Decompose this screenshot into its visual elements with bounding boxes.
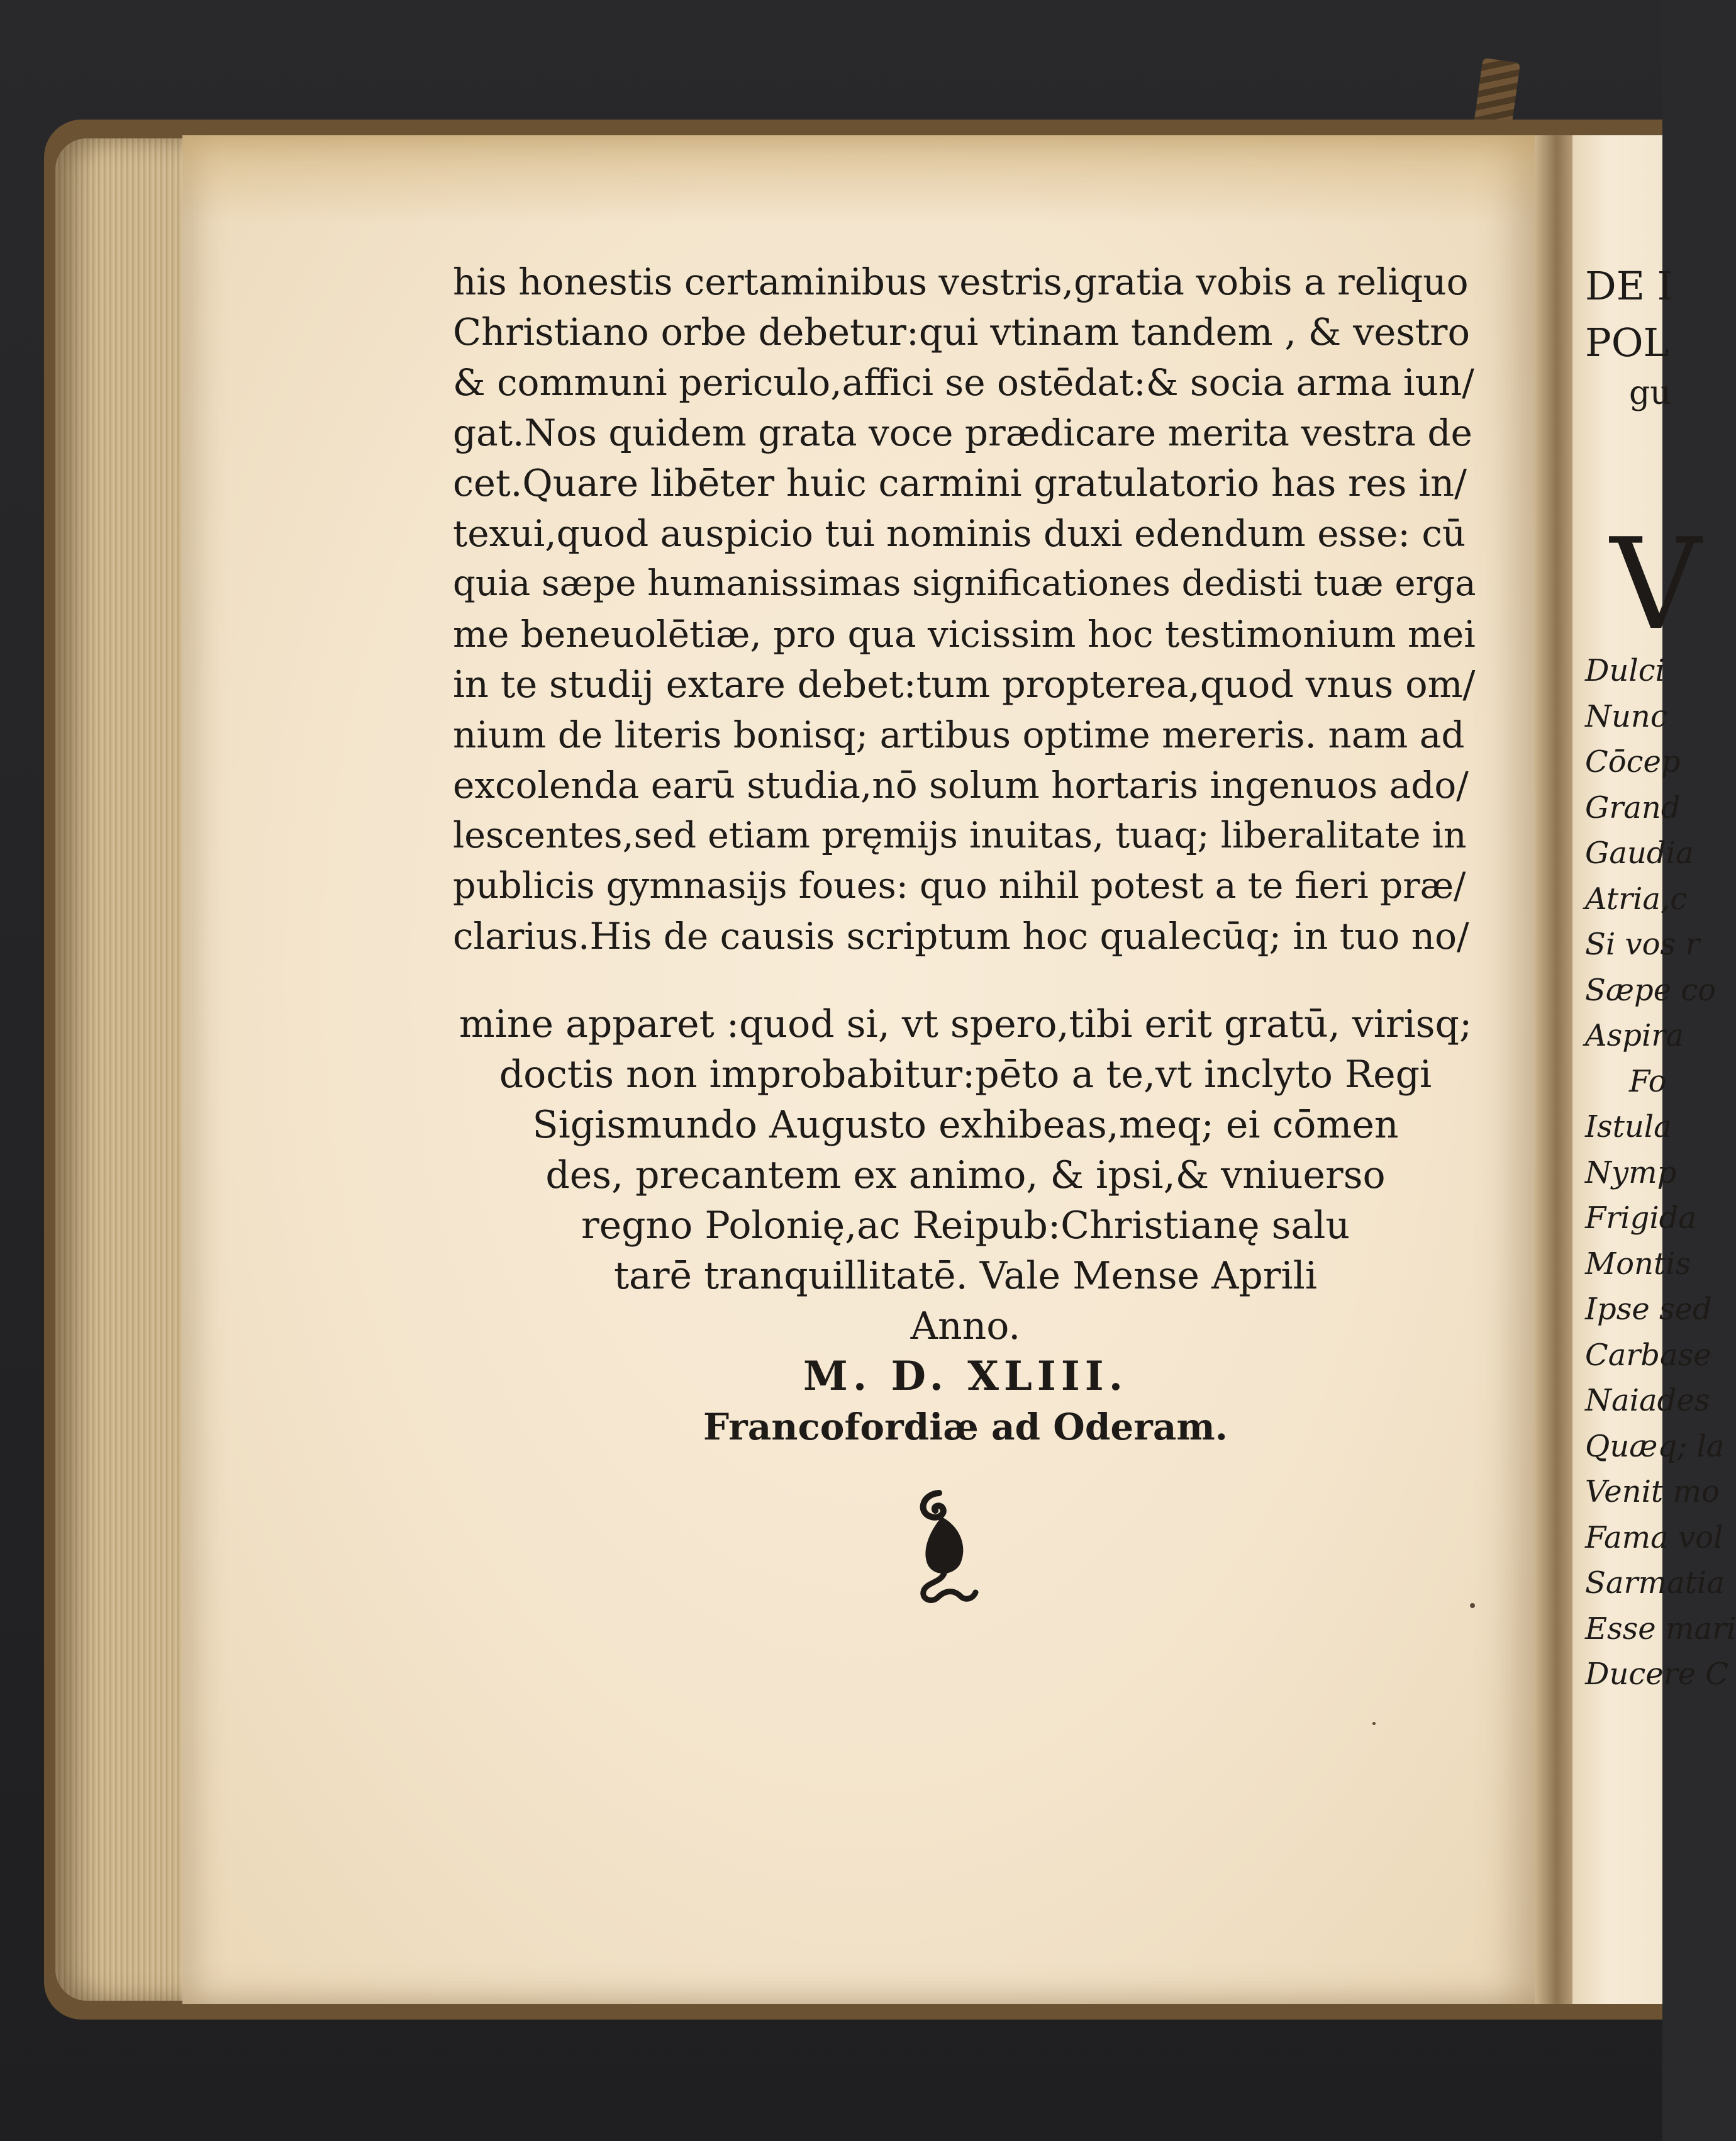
facing-verse-line: Istula bbox=[1585, 1109, 1672, 1144]
printer-ornament-icon bbox=[903, 1488, 984, 1607]
facing-verse-line: Quæq; la bbox=[1585, 1428, 1725, 1464]
facing-heading-line: DE I bbox=[1585, 263, 1673, 309]
facing-verse-line: Frigida bbox=[1585, 1200, 1697, 1236]
publication-year: M. D. XLIII. bbox=[803, 1353, 1128, 1400]
facing-initial-letter: V bbox=[1610, 511, 1701, 658]
facing-verse-line: Fama vol bbox=[1585, 1519, 1723, 1555]
facing-verse-line: Gaudia bbox=[1585, 836, 1694, 871]
text-line: Christiano orbe debetur:qui vtinam tandem , & vestro bbox=[453, 310, 1471, 354]
text-line: gat.Nos quidem grata voce prædicare merita vestra de bbox=[453, 411, 1472, 454]
facing-verse-line: Naiades bbox=[1585, 1383, 1710, 1418]
facing-verse-line: Carbase bbox=[1585, 1337, 1711, 1373]
text-line: & communi periculo,affici se ostēdat:& socia arma iun/ bbox=[453, 361, 1474, 404]
facing-subheading: gu bbox=[1629, 374, 1671, 412]
ink-speck bbox=[1372, 1722, 1376, 1725]
text-line: texui,quod auspicio tui nominis duxi edendum esse: cū bbox=[453, 512, 1466, 555]
facing-verse-line: Aspira bbox=[1585, 1018, 1684, 1053]
facing-verse-line: Atria,c bbox=[1585, 881, 1688, 917]
closing-lines bbox=[453, 999, 1478, 1351]
closing-line: tarē tranquillitatē. Vale Mense Aprili bbox=[613, 1254, 1318, 1298]
text-line: clarius.His de causis scriptum hoc qualecūq; in tuo no/ bbox=[453, 915, 1469, 958]
closing-line: Anno. bbox=[910, 1304, 1021, 1348]
facing-verse-line: Ipse sed bbox=[1585, 1292, 1712, 1327]
letter-body-text bbox=[453, 257, 1478, 961]
closing-line: mine apparet :quod si, vt spero,tibi erit gratū, virisq; bbox=[459, 1002, 1472, 1046]
ink-speck bbox=[1470, 1603, 1475, 1608]
facing-verse-line: Sæpe co bbox=[1585, 972, 1717, 1008]
facing-verse-line: Montis bbox=[1585, 1246, 1691, 1282]
facing-verse-line: Ducere C bbox=[1585, 1657, 1729, 1692]
facing-verse-line: Cōcep bbox=[1585, 744, 1681, 780]
text-line: his honestis certaminibus vestris,gratia vobis a reliquo bbox=[453, 260, 1469, 303]
facing-heading-line: POL bbox=[1585, 320, 1669, 366]
page-edges bbox=[55, 138, 200, 2001]
text-line: quia sæpe humanissimas significationes dedisti tuæ erga bbox=[453, 563, 1476, 604]
text-line: excolenda earū studia,nō solum hortaris ingenuos ado/ bbox=[453, 764, 1469, 807]
facing-heading bbox=[1585, 258, 1673, 371]
facing-verse-line: Sarmatia bbox=[1585, 1565, 1725, 1601]
facing-page-fragment bbox=[1585, 258, 1736, 1697]
facing-verse-line: Si vos r bbox=[1585, 927, 1700, 962]
text-line: nium de literis bonisq; artibus optime mereris. nam ad bbox=[453, 713, 1465, 756]
publication-place: Francofordiæ ad Oderam. bbox=[703, 1406, 1228, 1448]
closing-line: Sigismundo Augusto exhibeas,meq; ei cōmen bbox=[532, 1103, 1399, 1147]
facing-verse-line: Dulci bbox=[1585, 653, 1665, 688]
text-line: lescentes,sed etiam pręmijs inuitas, tuaq; liberalitate in bbox=[453, 815, 1467, 856]
closing-line: regno Polonię,ac Reipub:Christianę salu bbox=[581, 1204, 1350, 1248]
facing-verse-line: Grand bbox=[1585, 790, 1681, 825]
closing-line: des, precantem ex animo, & ipsi,& vniuerso bbox=[545, 1153, 1386, 1197]
text-line: in te studij extare debet:tum propterea,quod vnus om/ bbox=[453, 662, 1476, 706]
closing-line: doctis non improbabitur:pēto a te,vt inclyto Regi bbox=[499, 1053, 1432, 1097]
facing-verse-line: Venit mo bbox=[1585, 1474, 1720, 1509]
facing-verse-line: Nunc bbox=[1585, 698, 1667, 734]
text-line: publicis gymnasijs foues: quo nihil potest a te fieri præ/ bbox=[453, 865, 1466, 907]
facing-verse-line: Nymp bbox=[1585, 1154, 1677, 1190]
text-line: me beneuolētiæ, pro qua vicissim hoc testimonium mei bbox=[453, 613, 1476, 656]
page-water-stain bbox=[182, 135, 1541, 223]
text-line: cet.Quare libēter huic carmini gratulatorio has res in/ bbox=[453, 461, 1467, 505]
facing-verse-line: Fo bbox=[1629, 1063, 1667, 1099]
facing-verse-line: Esse mari bbox=[1585, 1611, 1736, 1646]
facing-verse-lines bbox=[1585, 648, 1736, 1697]
letter-closing-text bbox=[453, 999, 1478, 1452]
